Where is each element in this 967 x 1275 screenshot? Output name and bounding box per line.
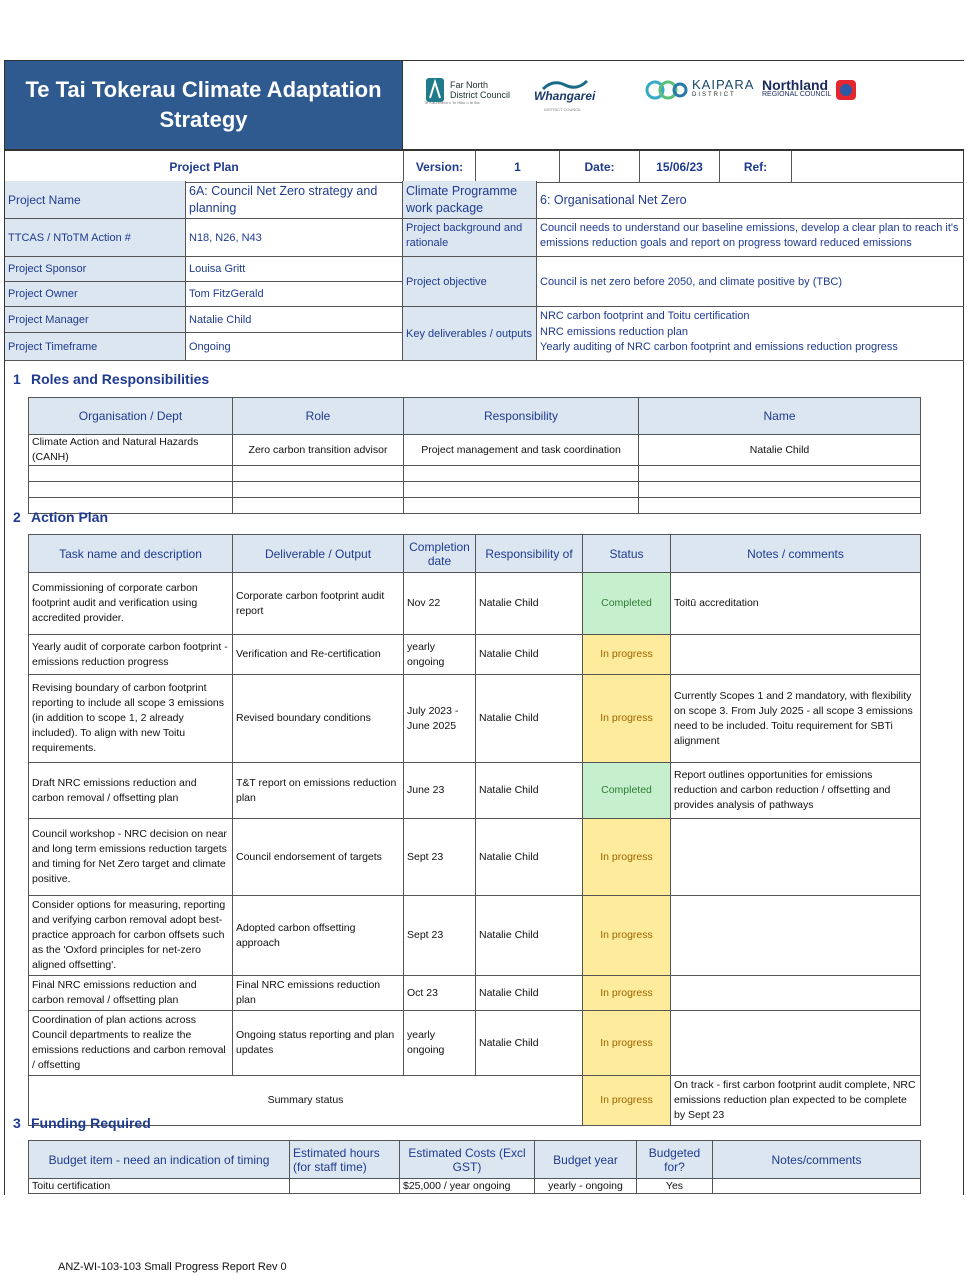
- council-logos: [404, 61, 964, 149]
- status-badge: In progress: [583, 1011, 671, 1076]
- summary-label: Summary status: [29, 1076, 583, 1126]
- date-label: Date:: [560, 151, 640, 183]
- manager-value: Natalie Child: [186, 307, 403, 333]
- kaipara-logo-icon: [644, 78, 688, 102]
- work-package-label: Climate Programme work package: [403, 181, 537, 219]
- date-value: 15/06/23: [640, 151, 720, 183]
- action-header-status: Status: [583, 535, 671, 573]
- background-label: Project background and rationale: [403, 219, 537, 257]
- action-header-notes: Notes / comments: [671, 535, 921, 573]
- ref-label: Ref:: [720, 151, 792, 183]
- funding-header-notes: Notes/comments: [713, 1141, 921, 1179]
- table-row: Revising boundary of carbon footprint reporting to include all scope 3 emissions (in addition to scope 1, 2 already included). To align with new Toitu requirements. Revised boundary conditions July 2023 - June 2025 Natalie Child In progress Currently Scopes 1 and 2 mandatory, with flexibility on scope 3. From July 2025 - all scope 3 emissions need to be included. Toitu requirement for SBTi alignment: [29, 675, 921, 763]
- table-row: [29, 466, 921, 482]
- funding-header-costs: Estimated Costs (Excl GST): [400, 1141, 535, 1179]
- action-header-deliverable: Deliverable / Output: [233, 535, 404, 573]
- roles-section-title: 1 Roles and Responsibilities: [13, 371, 210, 387]
- table-row: Commissioning of corporate carbon footprint audit and verification using accredited provider. Corporate carbon footprint audit report Nov 22 Natalie Child Completed Toitū accreditation: [29, 573, 921, 635]
- table-row: Toitu certification $25,000 / year ongoing yearly - ongoing Yes: [29, 1179, 921, 1194]
- project-details: [5, 181, 964, 361]
- objective-value: Council is net zero before 2050, and climate positive by (TBC): [537, 257, 964, 307]
- far-north-logo-text: Far North District Council: [450, 80, 511, 100]
- table-row: Draft NRC emissions reduction and carbon removal / offsetting plan T&T report on emissions reduction plan June 23 Natalie Child Completed Report outlines opportunities for emissions reduction and carbon reduction / offsetting and provides analysis of pathways: [29, 763, 921, 819]
- table-row: [29, 498, 921, 514]
- deliverables-value: [537, 307, 964, 361]
- project-plan-document: [4, 60, 964, 1195]
- timeframe-label: Project Timeframe: [5, 333, 186, 361]
- deliverable-item: Yearly auditing of NRC carbon footprint and emissions reduction progress: [540, 341, 898, 353]
- funding-section-title: 3 Funding Required: [13, 1115, 151, 1131]
- table-row: Coordination of plan actions across Council departments to realize the emissions reductions and carbon removal / offsetting Ongoing status reporting and plan updates yearly ongoing Natalie Child In progress: [29, 1011, 921, 1076]
- table-row: Final NRC emissions reduction and carbon removal / offsetting plan Final NRC emissions reduction plan Oct 23 Natalie Child In progress: [29, 976, 921, 1011]
- action-header-responsibility: Responsibility of: [476, 535, 583, 573]
- northland-logo-icon: [835, 79, 857, 101]
- table-row: [29, 482, 921, 498]
- ref-value: [792, 151, 964, 183]
- work-package-value: 6: Organisational Net Zero: [537, 181, 964, 219]
- status-badge: In progress: [583, 675, 671, 763]
- roles-header-name: Name: [639, 398, 921, 435]
- owner-label: Project Owner: [5, 282, 186, 307]
- owner-value: Tom FitzGerald: [186, 282, 403, 307]
- document-footer: ANZ-WI-103-103 Small Progress Report Rev 0: [58, 1261, 287, 1273]
- action-plan-table: [28, 534, 921, 1126]
- funding-header-hours: Estimated hours (for staff time): [290, 1141, 400, 1179]
- status-badge: In progress: [583, 819, 671, 896]
- roles-header-org: Organisation / Dept: [29, 398, 233, 435]
- roles-header-responsibility: Responsibility: [404, 398, 639, 435]
- funding-table: [28, 1140, 921, 1194]
- status-badge: In progress: [583, 896, 671, 976]
- action-label: TTCAS / NToTM Action #: [5, 219, 186, 257]
- project-plan-label: Project Plan: [5, 151, 404, 183]
- background-value: Council needs to understand our baseline emissions, develop a clear plan to reach it's emissions reduction goals and report on progress toward reduced emissions: [537, 219, 964, 257]
- manager-label: Project Manager: [5, 307, 186, 333]
- action-plan-section-title: 2 Action Plan: [13, 509, 109, 525]
- deliverables-label: Key deliverables / outputs: [403, 307, 537, 361]
- status-badge: Completed: [583, 573, 671, 635]
- action-header-date: Completion date: [404, 535, 476, 573]
- project-name-value: 6A: Council Net Zero strategy and planning: [186, 181, 403, 219]
- funding-header-budgeted: Budgeted for?: [637, 1141, 713, 1179]
- sponsor-label: Project Sponsor: [5, 257, 186, 282]
- action-header-task: Task name and description: [29, 535, 233, 573]
- deliverable-item: NRC emissions reduction plan: [540, 325, 688, 338]
- kaipara-logo: KAIPARA DISTRICT: [644, 69, 754, 111]
- table-row: Yearly audit of corporate carbon footprint - emissions reduction progress Verification and Re-certification yearly ongoing Natalie Child In progress: [29, 635, 921, 675]
- sponsor-value: Louisa Gritt: [186, 257, 403, 282]
- summary-row: [29, 1076, 921, 1126]
- deliverable-item: NRC carbon footprint and Toitu certification: [540, 310, 750, 322]
- objective-label: Project objective: [403, 257, 537, 307]
- project-plan-row: [5, 149, 964, 181]
- summary-notes: On track - first carbon footprint audit complete, NRC emissions reduction plan expected to be complete by Sept 23: [671, 1076, 921, 1126]
- funding-header-item: Budget item - need an indication of timing: [29, 1141, 290, 1179]
- table-row: Consider options for measuring, reporting and verifying carbon removal adopt best-practice approach for carbon offsets such as the 'Oxford principles for net-zero aligned offsetting'. Adopted carbon offsetting approach Sept 23 Natalie Child In progress: [29, 896, 921, 976]
- roles-header-role: Role: [233, 398, 404, 435]
- timeframe-value: Ongoing: [186, 333, 403, 361]
- summary-status-badge: In progress: [583, 1076, 671, 1126]
- northland-logo: Northland REGIONAL COUNCIL: [762, 69, 857, 111]
- status-badge: In progress: [583, 976, 671, 1011]
- version-value: 1: [476, 151, 560, 183]
- status-badge: Completed: [583, 763, 671, 819]
- status-badge: In progress: [583, 635, 671, 675]
- version-label: Version:: [404, 151, 476, 183]
- strategy-title: Te Tai Tokerau Climate Adaptation Strategy: [5, 61, 403, 149]
- far-north-logo: Far North District Council Te Kaunihera o Te Hiku o te Ika: [424, 69, 512, 111]
- table-row: Climate Action and Natural Hazards (CANH) Zero carbon transition advisor Project management and task coordination Natalie Child: [29, 435, 921, 466]
- table-row: Council workshop - NRC decision on near and long term emissions reduction targets and timing for Net Zero target and climate positive. Council endorsement of targets Sept 23 Natalie Child In progress: [29, 819, 921, 896]
- funding-header-year: Budget year: [535, 1141, 637, 1179]
- whangarei-logo: Whangarei DISTRICT COUNCIL: [534, 69, 595, 111]
- roles-table: [28, 397, 921, 514]
- project-name-label: Project Name: [5, 181, 186, 219]
- action-value: N18, N26, N43: [186, 219, 403, 257]
